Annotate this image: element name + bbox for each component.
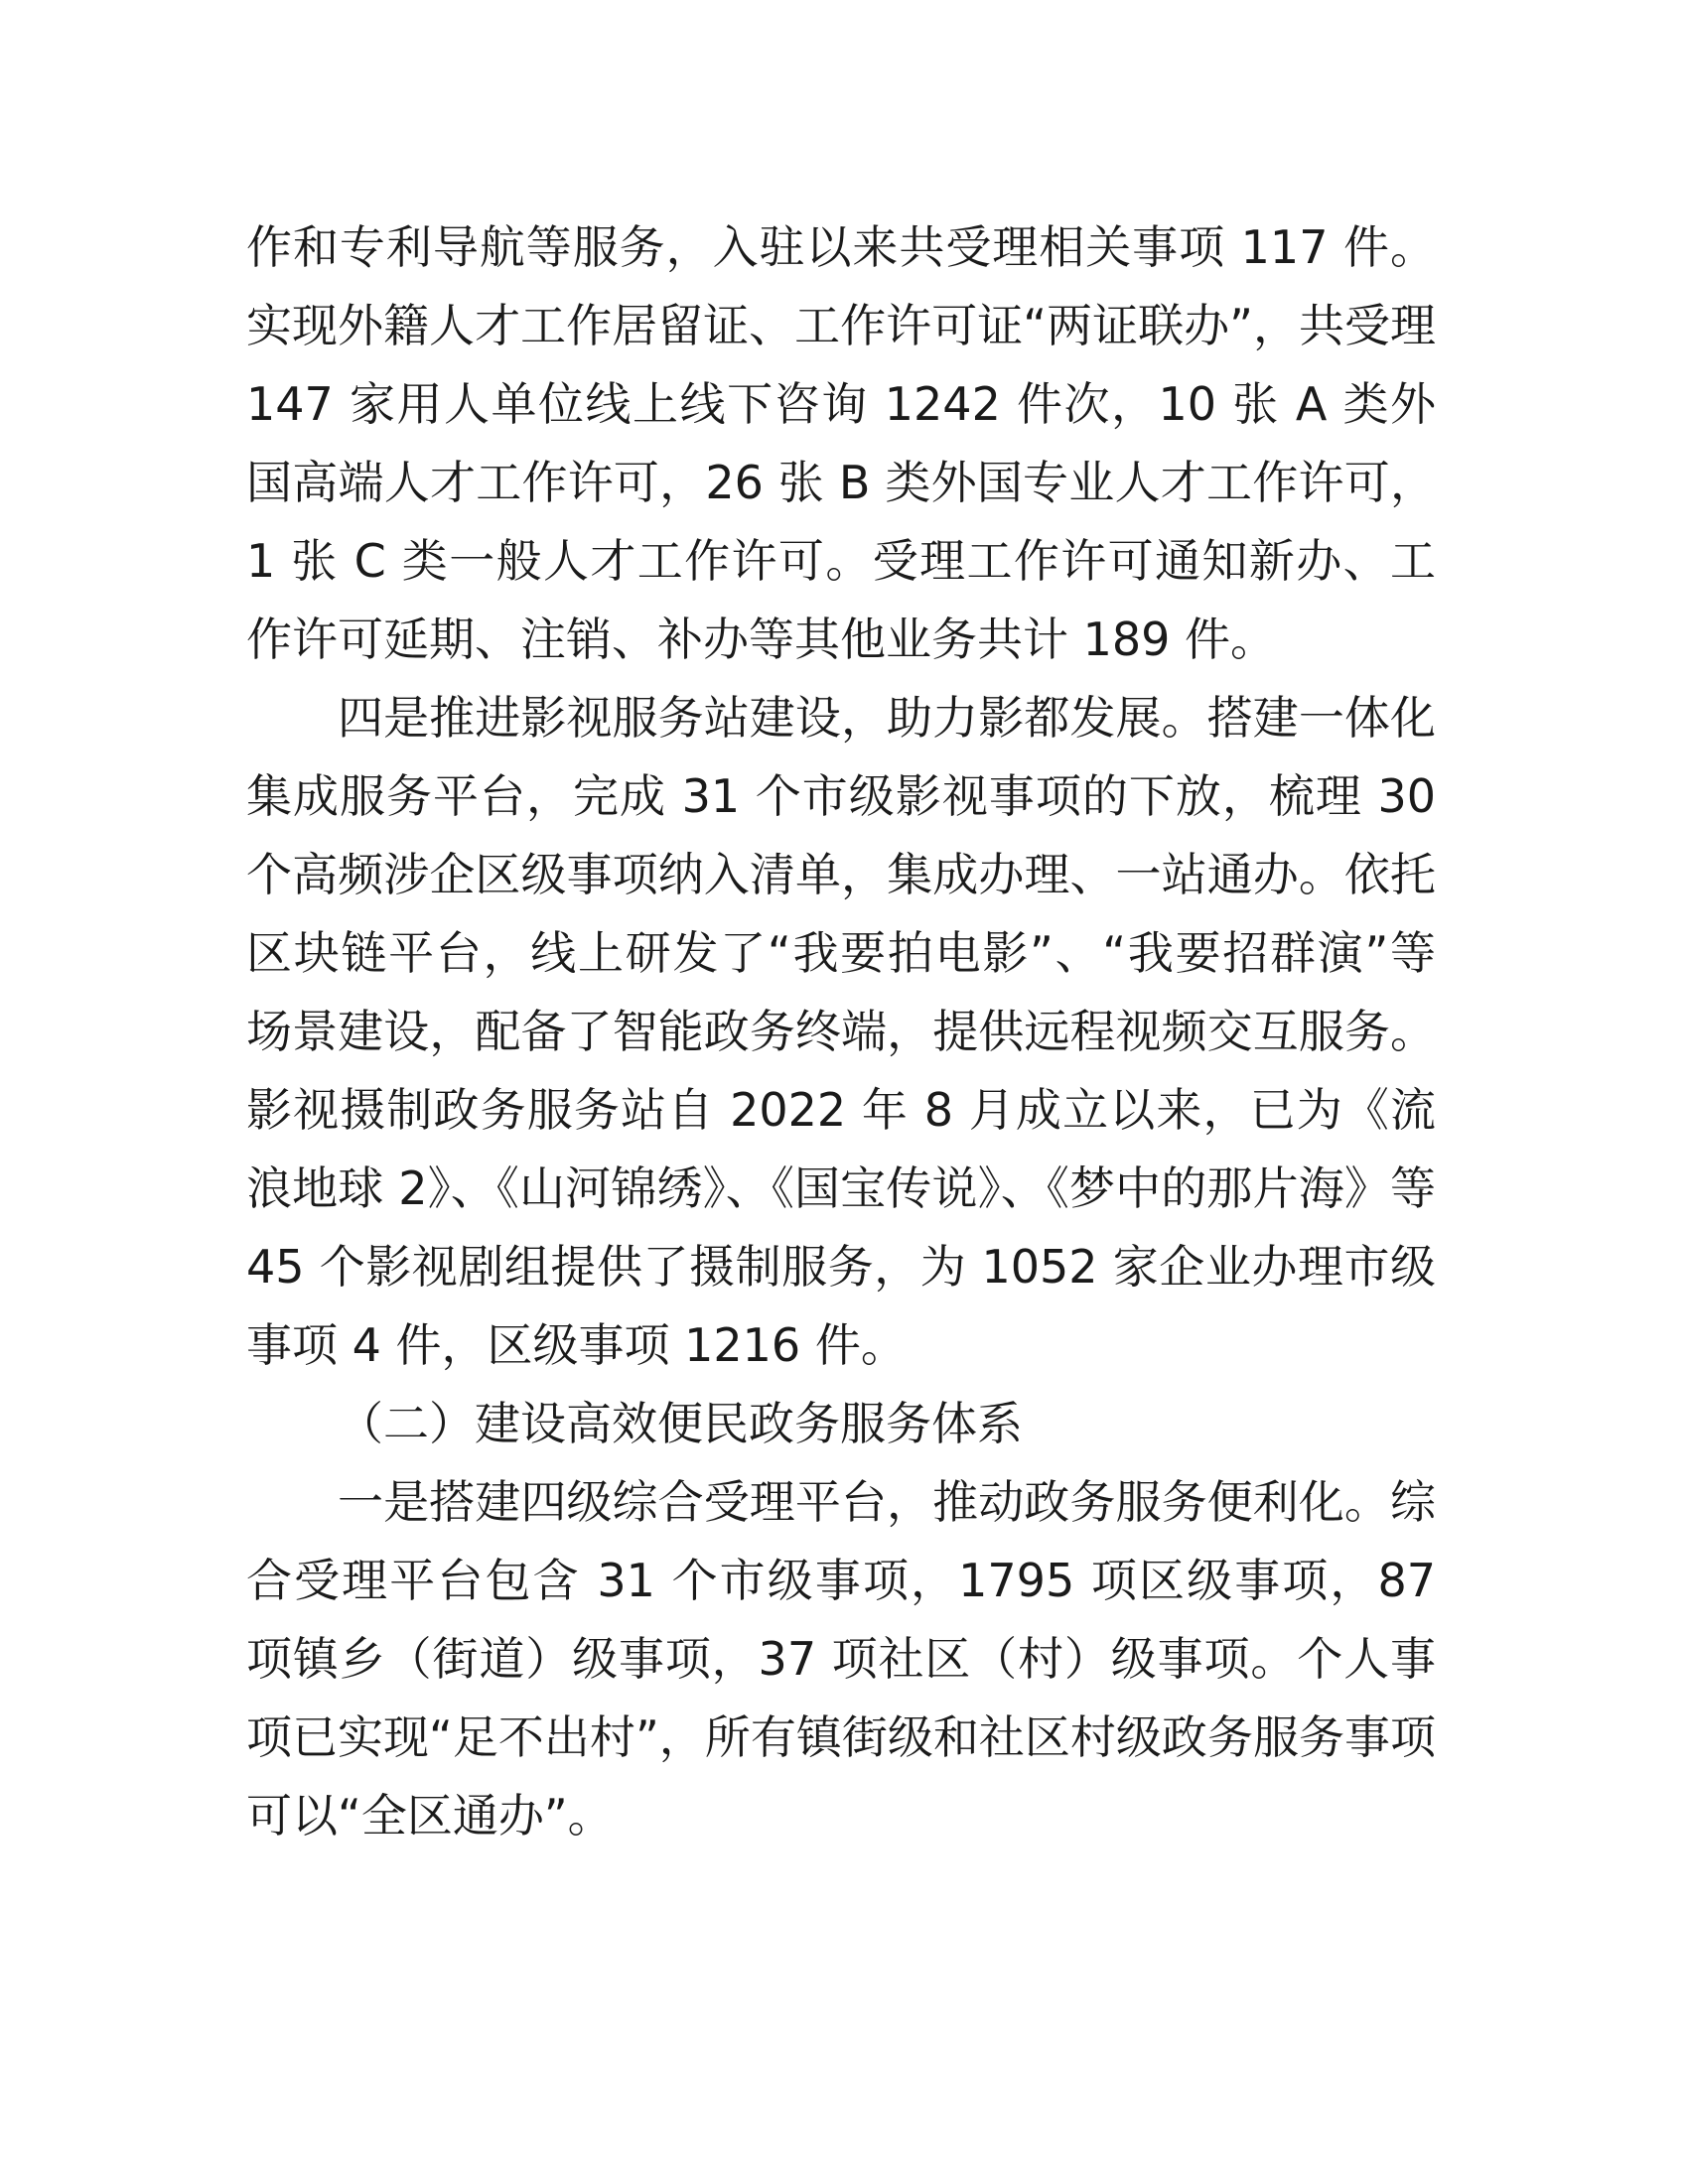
- document-body: [246, 208, 1436, 1855]
- paragraph-film-service-station: 四是推进影视服务站建设，助力影都发展。搭建一体化集成服务平台，完成 31 个市级影视事项的下放，梳理 30 个高频涉企区级事项纳入清单，集成办理、一站通办。依托区块链平台，线上研发了“我要拍电影”、“我要招群演”等场景建设，配备了智能政务终端，提供远程视频交互服务。影视摄制政务服务站自 2022 年 8 月成立以来，已为《流浪地球 2》、《山河锦绣》、《国宝传说》、《梦中的那片海》等 45 个影视剧组提供了摄制服务，为 1052 家企业办理市级事项 4 件，区级事项 1216 件。: [246, 691, 1436, 1372]
- section-heading: （二）建设高效便民政务服务体系: [338, 1397, 1023, 1450]
- paragraph-continuation: 作和专利导航等服务，入驻以来共受理相关事项 117 件。实现外籍人才工作居留证、工作许可证“两证联办”，共受理 147 家用人单位线上线下咨询 1242 件次，10 张 A 类外国高端人才工作许可，26 张 B 类外国专业人才工作许可，1 张 C 类一般人才工作许可。受理工作许可通知新办、工作许可延期、注销、补办等其他业务共计 189 件。: [246, 220, 1436, 666]
- paragraph-four-level-platform: 一是搭建四级综合受理平台，推动政务服务便利化。综合受理平台包含 31 个市级事项，1795 项区级事项，87 项镇乡（街道）级事项，37 项社区（村）级事项。个人事项已实现“足不出村”，所有镇街级和社区村级政务服务事项可以“全区通办”。: [246, 1475, 1436, 1843]
